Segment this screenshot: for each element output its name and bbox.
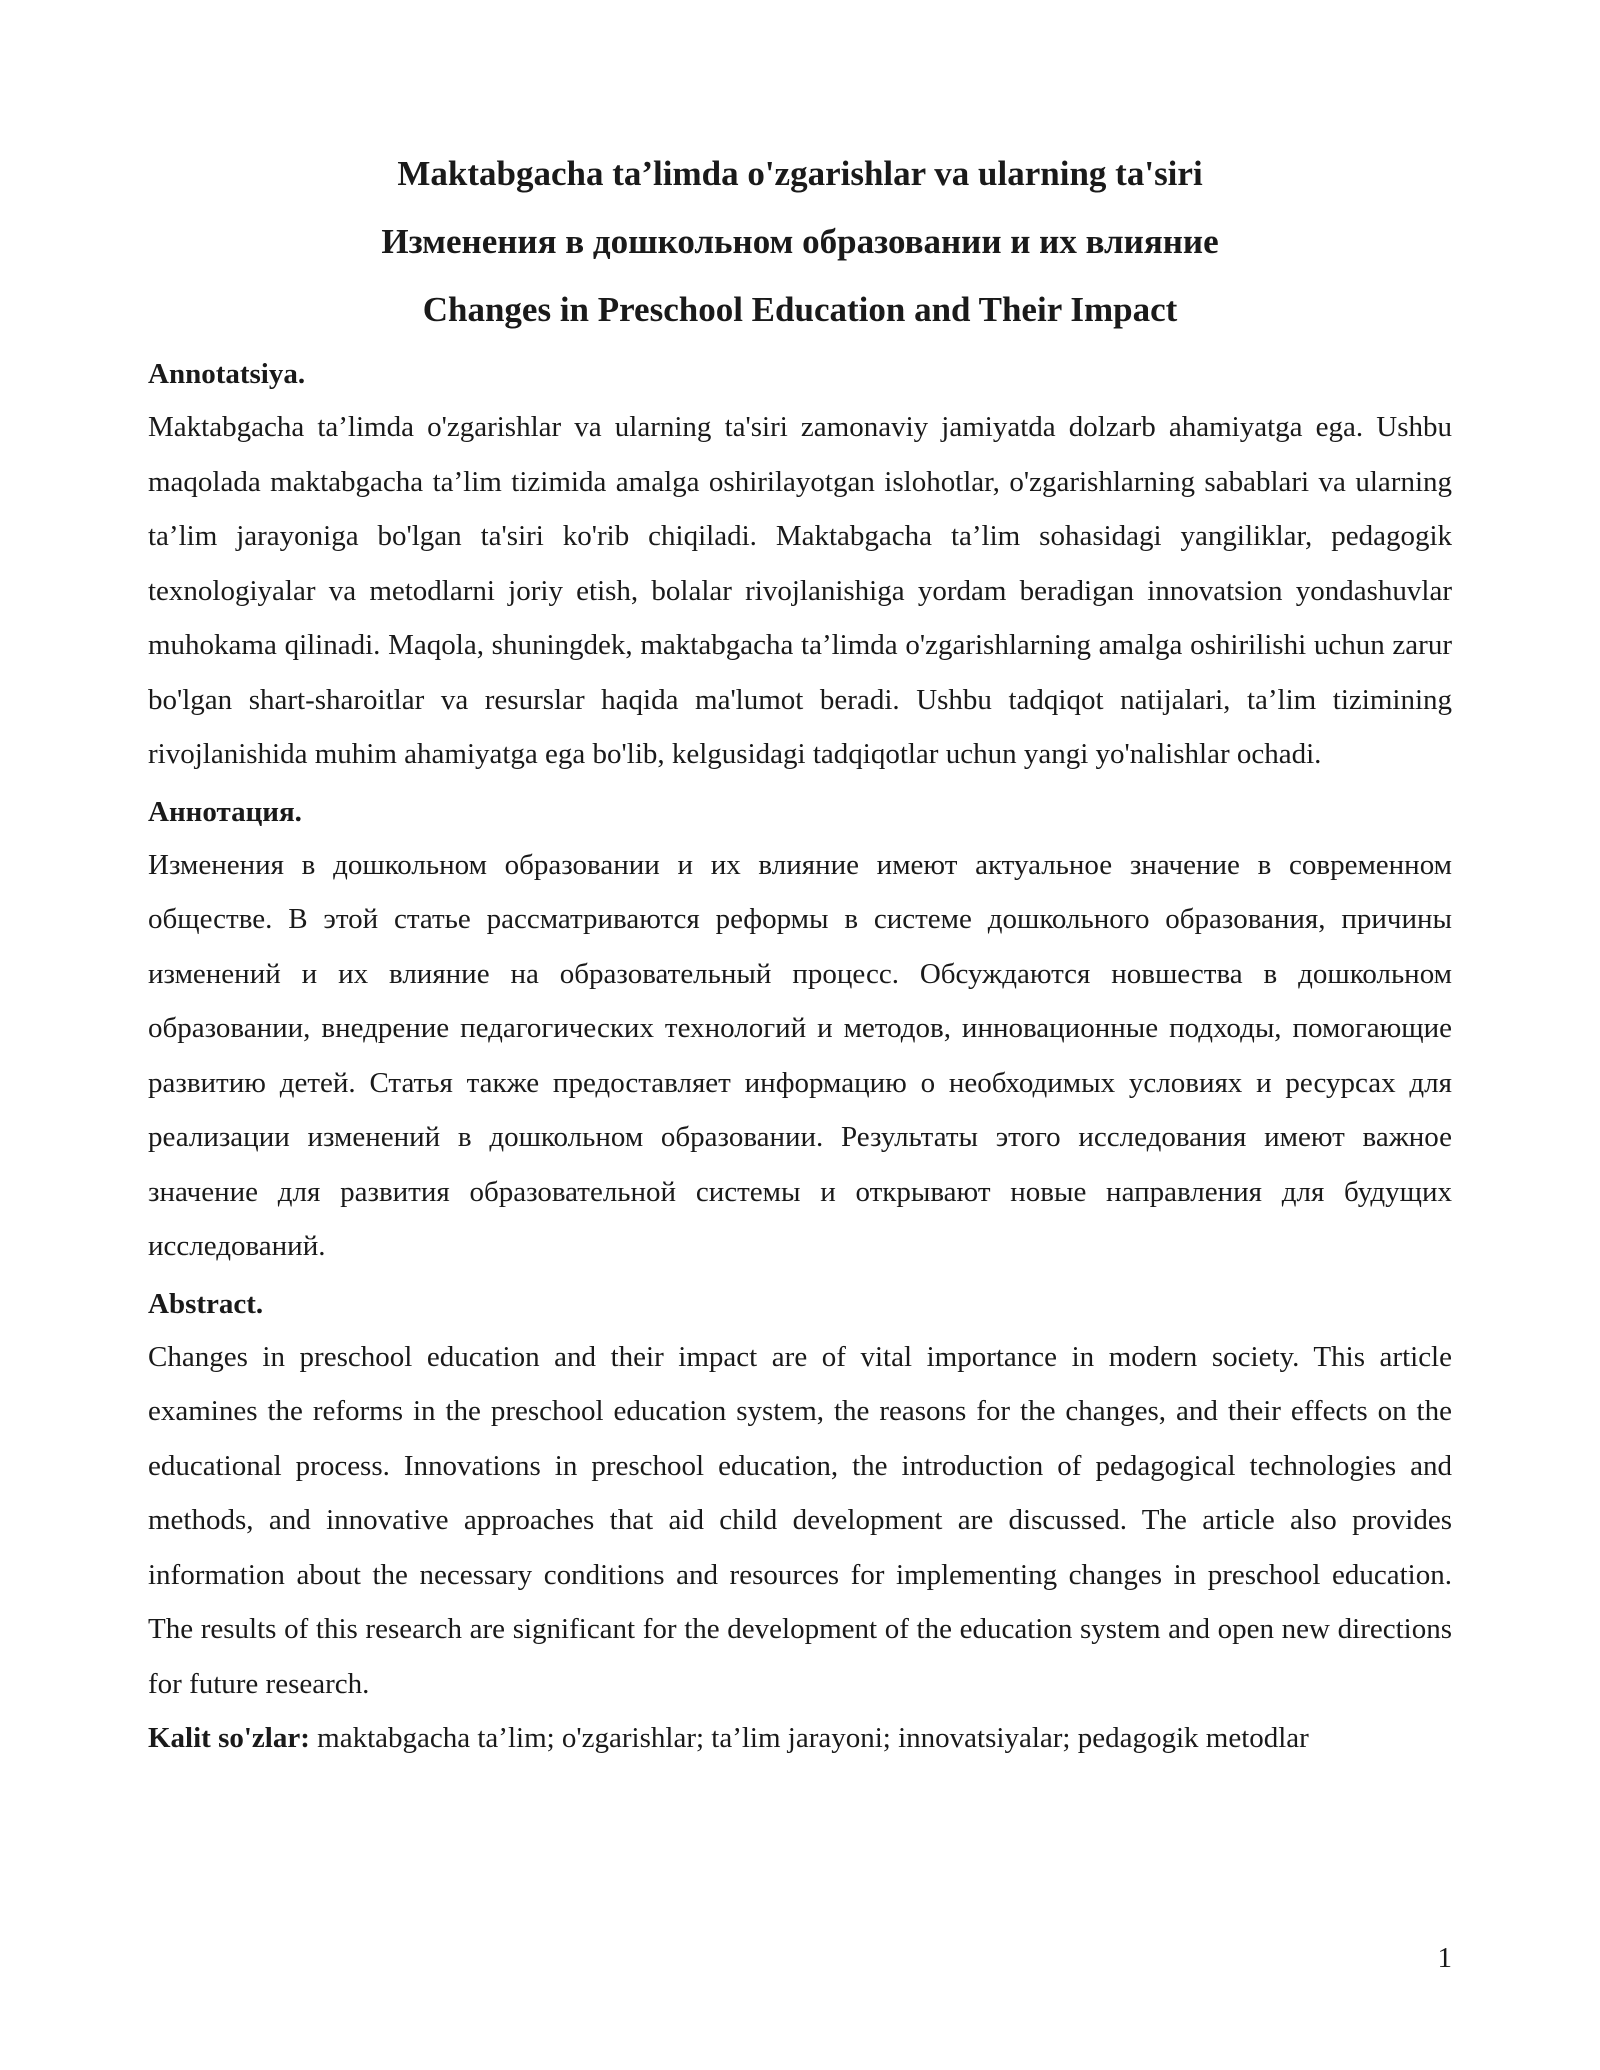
keywords-text: maktabgacha ta’lim; o'zgarishlar; ta’lim jarayoni; innovatsiyalar; pedagogik metodlar bbox=[309, 1722, 1309, 1754]
abstract-uzbek-text: Maktabgacha ta’limda o'zgarishlar va ularning ta'siri zamonaviy jamiyatda dolzarb ahamiyatga ega. Ushbu maqolada maktabgacha ta’lim tizimida amalga oshirilayotgan islohotlar, o'zgarishlarning sabablari va ularning ta’lim jarayoniga bo'lgan ta'siri ko'rib chiqiladi. Maktabgacha ta’lim sohasidagi yangiliklar, pedagogik texnologiyalar va metodlarni joriy etish, bolalar rivojlanishiga yordam beradigan innovatsion yondashuvlar muhokama qilinadi. Maqola, shuningdek, maktabgacha ta’limda o'zgarishlarning amalga oshirilishi uchun zarur bo'lgan shart-sharoitlar va resurslar haqida ma'lumot beradi. Ushbu tadqiqot natijalari, ta’lim tizimining rivojlanishida muhim ahamiyatga ega bo'lib, kelgusidagi tadqiqotlar uchun yangi yo'nalishlar ochadi. bbox=[148, 411, 1452, 770]
document-page bbox=[148, 140, 1452, 1766]
abstract-uzbek-heading: Annotatsiya. bbox=[148, 358, 306, 390]
title-block bbox=[148, 140, 1452, 344]
abstract-english-heading: Abstract. bbox=[148, 1287, 264, 1320]
abstract-russian bbox=[148, 790, 1452, 1274]
title-english: Changes in Preschool Education and Their Impact bbox=[422, 290, 1178, 329]
page-number: 1 bbox=[1437, 1942, 1452, 1974]
abstract-russian-text: Изменения в дошкольном образовании и их влияние имеют актуальное значение в современном обществе. В этой статье рассматриваются реформы в системе дошкольного образования, причины изменений и их влияние на образовательный процесс. Обсуждаются новшества в дошкольном образовании, внедрение педагогических технологий и методов, инновационные подходы, помогающие развитию детей. Статья также предоставляет информацию о необходимых условиях и ресурсах для реализации изменений в дошкольном образовании. Результаты этого исследования имеют важное значение для развития образовательной системы и открывают новые направления для будущих исследований. bbox=[148, 848, 1452, 1262]
keywords-label: Kalit so'zlar: bbox=[148, 1722, 310, 1754]
keywords-line bbox=[148, 1711, 1452, 1766]
abstract-english-text: Changes in preschool education and their impact are of vital importance in modern society. This article examines the reforms in the preschool education system, the reasons for the changes, and their effects on the educational process. Innovations in preschool education, the introduction of pedagogical technologies and methods, and innovative approaches that aid child development are discussed. The article also provides information about the necessary conditions and resources for implementing changes in preschool education. The results of this research are significant for the development of the education system and open new directions for future research. bbox=[148, 1340, 1452, 1700]
abstract-uzbek bbox=[148, 352, 1452, 782]
title-russian: Изменения в дошкольном образовании и их влияние bbox=[381, 222, 1219, 261]
abstract-english bbox=[148, 1282, 1452, 1712]
abstract-russian-heading: Аннотация. bbox=[148, 795, 302, 828]
title-uzbek: Maktabgacha ta’limda o'zgarishlar va ularning ta'siri bbox=[397, 154, 1203, 193]
